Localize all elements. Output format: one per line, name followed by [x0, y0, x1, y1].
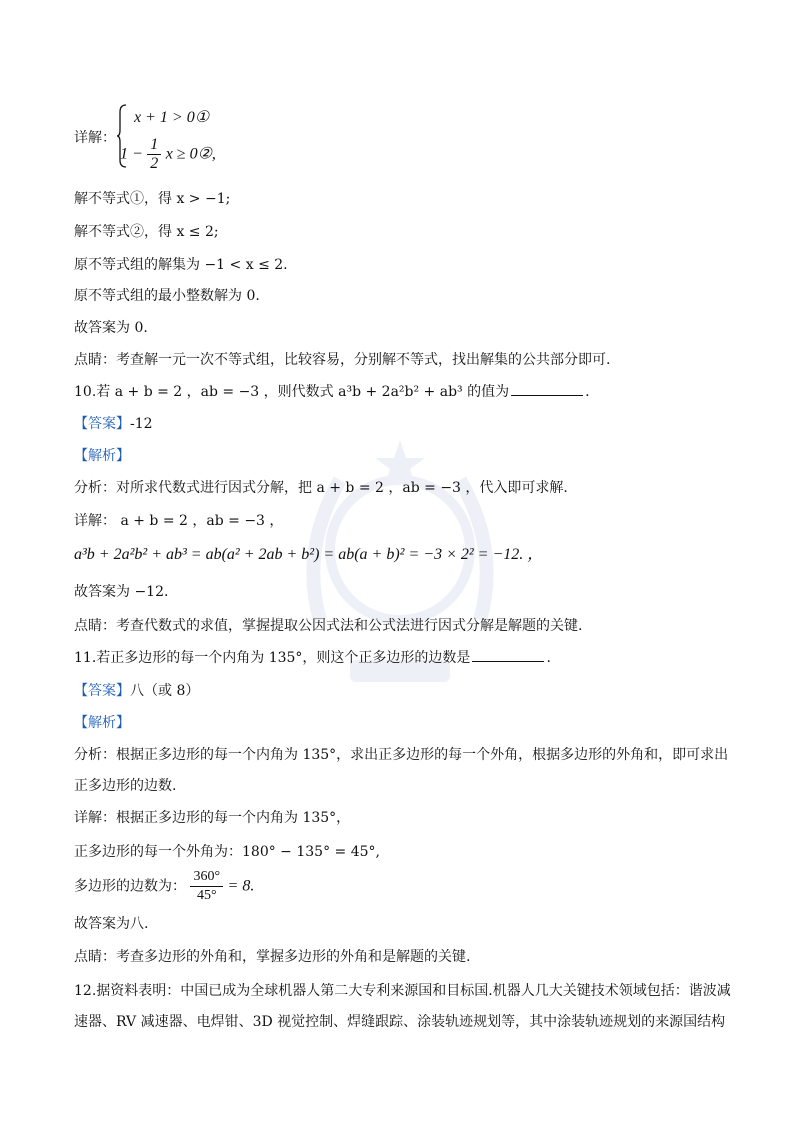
detail-11c-post: = 8.: [227, 877, 255, 895]
detail-11c: [74, 868, 254, 908]
inequality-2-pre: 1 −: [120, 145, 143, 163]
answer-9: 故答案为 0.: [74, 320, 148, 336]
detail-10b: a³b + 2a²b² + ab³ = ab(a² + 2ab + b²) = ab(a + b)² = −3 × 2² = −12. ，: [74, 546, 544, 563]
answer-value-11: 八（或 8）: [130, 683, 200, 699]
detail-11c-pre: 多边形的边数为：: [74, 878, 186, 895]
fraction-45: 45°: [196, 888, 217, 903]
question-11: [74, 648, 551, 668]
analysis-11b: 正多边形的边数.: [74, 778, 177, 794]
detail-label: 详解：: [74, 130, 116, 146]
question-10-end: .: [585, 384, 590, 400]
comment-11: 点睛：考查多边形的外角和，掌握多边形的外角和是解题的关键.: [74, 949, 471, 965]
detail-10a: 详解： a + b = 2 ，ab = −3 ，: [74, 513, 284, 529]
question-11-end: .: [546, 650, 551, 666]
answer-11: 故答案为八.: [74, 916, 149, 932]
solve-ineq-1: 解不等式①，得 x > −1;: [74, 191, 231, 207]
fraction-360: 360°: [190, 868, 223, 887]
comment-10: 点睛：考查代数式的求值，掌握提取公因式法和公式法进行因式分解是解题的关键.: [74, 618, 583, 634]
question-12a: 12.据资料表明：中国已成为全球机器人第二大专利来源国和目标国.机器人几大关键技术领域包括：谐波减: [74, 983, 731, 999]
answer-value-10: -12: [130, 416, 153, 432]
min-integer: 原不等式组的最小整数解为 0.: [74, 288, 260, 304]
answer-row-11: [74, 681, 199, 701]
question-12b: 速器、RV 减速器、电焊钳、3D 视觉控制、焊缝跟踪、涂装轨迹规划等，其中涂装轨迹规划的来源国结构: [74, 1014, 726, 1030]
answer-row-10: [74, 414, 153, 434]
analysis-tag-10: 【解析】: [74, 448, 130, 464]
fraction-den: 2: [150, 155, 159, 172]
answer-tag-10: 【答案】: [74, 416, 130, 432]
question-10-text: 10.若 a + b = 2 ，ab = −3 ，则代数式 a³b + 2a²b² + ab³ 的值为: [74, 384, 510, 400]
fraction-half: [147, 136, 161, 173]
inequality-1: x + 1 > 0①: [134, 109, 210, 126]
analysis-10: 分析：对所求代数式进行因式分解，把 a + b = 2 ，ab = −3 ，代入即可求解.: [74, 480, 568, 496]
fraction-360-45: [190, 868, 223, 905]
answer-blank-10: [511, 383, 583, 396]
solution-set: 原不等式组的解集为 −1 < x ≤ 2.: [74, 257, 288, 273]
question-11-text: 11.若正多边形的每一个内角为 135°，则这个正多边形的边数是: [74, 650, 471, 666]
inequality-2: [120, 136, 216, 176]
solve-ineq-2: 解不等式②，得 x ≤ 2;: [74, 224, 219, 240]
answer-tag-11: 【答案】: [74, 683, 130, 699]
analysis-11a: 分析：根据正多边形的每一个内角为 135°，求出正多边形的每一个外角，根据多边形的外角和，即可求出: [74, 747, 729, 763]
answer-10: 故答案为 −12.: [74, 584, 169, 600]
fraction-num: 1: [147, 136, 161, 155]
question-10: [74, 382, 590, 402]
analysis-tag-11: 【解析】: [74, 715, 130, 731]
comment-9: 点睛：考查解一元一次不等式组，比较容易，分别解不等式，找出解集的公共部分即可.: [74, 352, 611, 368]
detail-11a: 详解：根据正多边形的每一个内角为 135°，: [74, 810, 351, 826]
answer-blank-11: [472, 649, 544, 662]
detail-11b: 正多边形的每一个外角为：180° − 135° = 45°,: [74, 844, 380, 860]
inequality-2-post: x ≥ 0②,: [165, 145, 216, 163]
